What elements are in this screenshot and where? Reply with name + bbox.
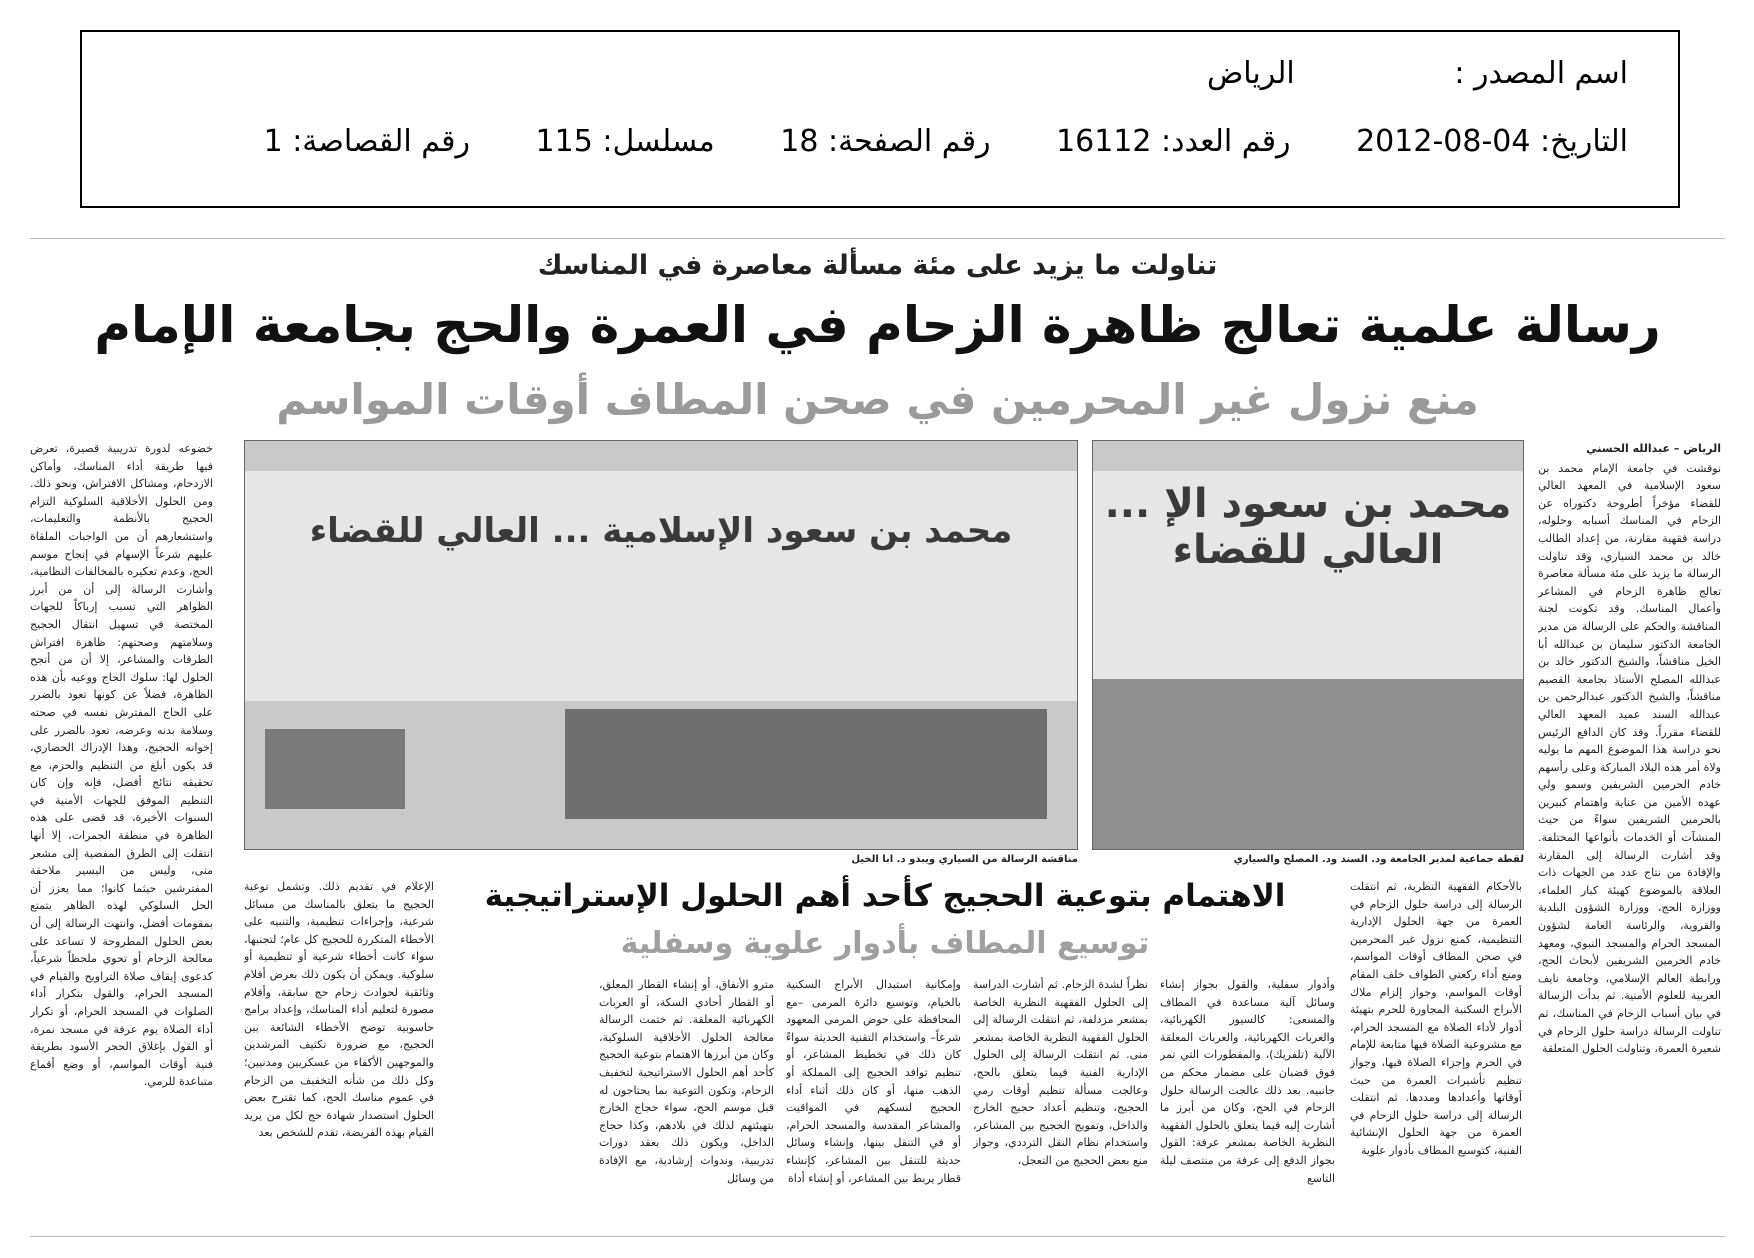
- lower-column-6: [244, 878, 434, 1230]
- photo-discussion-hall: [244, 440, 1078, 850]
- lower-column-5-text: مترو الأنفاق، أو إنشاء القطار المعلق، أو القطار أحادي السكة، أو العربات الكهربائية المعلقة. ثم ختمت الرسالة معالجة الحلول الأخلاقية السلوكية، وكان من أبرزها الاهتمام بتوعية الحجيج كأحد أهم الحلول الاستراتيجية لتخفيف الزحام، وتكون التوعية بما يحتاجون له قبل موسم الحج، سواء حجاج الخارج بتهيئتهم لذلك في بلادهم، وكذا حجاج الداخل، ويكون ذلك بعقد دورات تدريبية، وندوات إرشادية، مع الإفادة من وسائل: [599, 978, 774, 1185]
- source-value: الرياض: [1206, 56, 1295, 91]
- photo2-podium: [565, 709, 1047, 819]
- lower-column-1: [1350, 878, 1522, 1230]
- article-kicker: تناولت ما يزيد على مئة مسألة معاصرة في المناسك: [537, 250, 1218, 281]
- lower-column-5: [599, 976, 774, 1230]
- bottom-rule: [30, 1236, 1725, 1237]
- photo2-banner-text: محمد بن سعود الإسلامية ... العالي للقضاء: [309, 511, 1013, 551]
- clipping-metadata-box: [80, 30, 1680, 208]
- newspaper-clipping: [30, 238, 1725, 1238]
- lower-column-3-text: نظراً لشدة الزحام. ثم أشارت الدراسة إلى الحلول الفقهية النظرية الخاصة بمشعر مزدلفة، ثم انتقلت الرسالة إلى الحلول الفقهية النظرية الخاصة بمشعر منى. ثم انتقلت الرسالة إلى الحلول الإدارية الفنية فيما يتعلق بالحج، وعالجت مسألة تنظيم أوقات رمي الحجيج، وتنظيم أعداد حجيج الخارج والداخل، وتفويج الحجيج بين المشاعر، واستخدام نظام النقل الترددي، وجواز منع بعض الحجيج من التعجل،: [973, 978, 1148, 1167]
- column-left: [30, 440, 213, 1230]
- clip-field: رقم القصاصة: 1: [263, 124, 470, 159]
- serial-field: مسلسل: 115: [535, 124, 715, 159]
- lower-column-2: [1160, 976, 1335, 1230]
- date-field: التاريخ: 04-08-2012: [1356, 124, 1628, 159]
- top-rule: [30, 238, 1725, 239]
- column-left-text: خضوعه لدورة تدريبية قصيرة، تعرض فيها طريقة أداء المناسك، وأماكن الازدحام، ومشاكل الافتراش، ونحو ذلك. ومن الحلول الأخلاقية السلوكية التزام الحجيج بالأنظمة والتعليمات، واستشعارهم أن من الواجبات الملقاة عليهم شرعاً الإسهام في إنجاح موسم الحج، وعدم تعكيره بالمخالفات النظامية، وأشارت الرسالة إلى أن من أبرز الظواهر التي تسبب إرباكاً للجهات المختصة في تسهيل انتقال الحجيج وسلامتهم وصحتهم: ظاهرة افتراش الطرقات والمشاعر، إلا أن من أنجح الحلول لها: سلوك الحاج ووعيه بأن هذه الظاهرة، فضلاً عن كونها تعود بالضرر على الحاج المفترش نفسه في صحته وسلامة بدنه وعرضه، تعود بالضرر على إخوانه الحجيج، وهذا الإدراك الحضاري، قد يكون أبلغ من التنظيم والحزم، مع تحقيقه نتائج أفضل، فإنه وإن كان التنظيم الموفق للجهات الأمنية في السنوات الأخيرة، قد قضى على هذه الظاهرة في منطقة الجمرات، إلا أنها انتقلت إلى الطرق المفضية إلى مشعر منى، وليس من اليسير ملاحقة المفترشين حيثما كانوا؛ مما يعزز أن الحل السلوكي لهذه الظاهر يتمتع بمقومات أفضل، وانتهت الرسالة إلى أن بعض الحلول المطروحة لا تساعد على معالجة الزحام أو تحوي ملحظاً شرعياً، كدعوى إيقاف صلاة التراويح والقيام في المسجد الحرام، والقول بتكرار أداء الصلوات في المسجد الحرام، أو تكرار أداء الصلاة يوم عرفة في مسجد نمرة، أو القول بإغلاق الحجر الأسود بطريقة فنية أوقات المواسم، أو وضع أقماع متباعدة للرمي.: [30, 442, 213, 1089]
- photo1-caption: لقطة جماعية لمدير الجامعة ود. السند ود. المصلح والسياري: [1233, 854, 1524, 865]
- article-headline: رسالة علمية تعالج ظاهرة الزحام في العمرة والحج بجامعة الإمام: [94, 296, 1661, 354]
- source-row: [1207, 56, 1628, 91]
- photo2-desk: [265, 729, 405, 809]
- column-right-text: نوقشت في جامعة الإمام محمد بن سعود الإسلامية في المعهد العالي للقضاء مؤخراً أطروحة دكتوراه عن الزحام في المناسك أسبابه وحلوله، دراسة فقهية مقارنة، من إعداد الطالب خالد بن محمد السياري، وقد تناولت الرسالة ما يزيد على مئة مسألة معاصرة تعالج ظاهرة الزحام في المشاعر وأعمال المناسك. وقد تكونت لجنة المناقشة والحكم على الرسالة من مدير الجامعة الدكتور سليمان بن عبدالله أبا الخيل مناقشاً، والشيخ الدكتور خالد بن عبدالله المصلح الأستاذ بجامعة القصيم مناقشاً، والشيخ الدكتور عبدالرحمن بن عبدالله السند عميد المعهد العالي للقضاء مقرراً. وقد كان الدافع الرئيس نحو دراسة هذا الموضوع المهم ما يوليه ولاة أمر هذه البلاد المباركة وعلى رأسهم خادم الحرمين الشريفين وسمو ولي عهده الأمين من عناية واهتمام كبيرين بالحرمين الشريفين سواءً من حيث المنشآت أو الخدمات بأنواعها المختلفة. وقد أشارت الرسالة إلى المقارنة والإفادة من نتاج عدد من الجهات ذات العلاقة بالموضوع كهيئة كبار العلماء، ووزارة الحج، ووزارة الشؤون البلدية والقروية، والرئاسة العامة لشؤون المسجد الحرام والمسجد النبوي، ومعهد خادم الحرمين الشريفين لأبحاث الحج، ورابطة العالم الإسلامي، وجامعة نايف العربية للعلوم الأمنية. ثم بدأت الرسالة في بيان أسباب الزحام في المناسك، ثم تناولت الرسالة دراسة حلول الزحام في شعيرة العمرة، وتناولت الحلول المتعلقة: [1538, 461, 1721, 1056]
- page-field: رقم الصفحة: 18: [780, 124, 991, 159]
- lower-column-4: [786, 976, 961, 1230]
- column-right: [1538, 440, 1721, 1230]
- details-row: [264, 124, 1628, 159]
- photo1-banner-text: محمد بن سعود الإ ... العالي للقضاء: [1104, 481, 1512, 573]
- issue-field: رقم العدد: 16112: [1056, 124, 1291, 159]
- byline: الرياض – عبدالله الحسني: [1586, 442, 1721, 455]
- mid-subhead: توسيع المطاف بأدوار علوية وسفلية: [620, 926, 1150, 961]
- photo2-caption: مناقشة الرسالة من السياري ويبدو د. ابا الخيل: [851, 854, 1078, 865]
- article-subhead: منع نزول غير المحرمين في صحن المطاف أوقات المواسم: [276, 375, 1479, 424]
- photo1-people: [1093, 679, 1523, 849]
- mid-headline: الاهتمام بتوعية الحجيج كأحد أهم الحلول الإستراتيجية: [484, 878, 1286, 914]
- lower-column-4-text: وإمكانية استبدال الأبراج السكنية بالخيام، وتوسيع دائرة المرمى –مع المحافظة على حوض المرمى المعهود شرعاً– واستخدام التقنية الحديثة سواءً كان ذلك في تخطيط المشاعر، أو تنظيم توافد الحجيج إلى المملكة أو الذهب منها، أو كان ذلك أثناء أداء الحجيج لنسكهم في المواقيت والمشاعر المقدسة والمسجد الحرام، أو في التنقل بينها، وإنشاء وسائل حديثة للتنقل بين المشاعر، كإنشاء قطار يربط بين المشاعر، أو إنشاء أداة: [786, 978, 961, 1185]
- source-label: اسم المصدر :: [1454, 56, 1628, 91]
- lower-column-3: [973, 976, 1148, 1230]
- photo-group-shot: [1092, 440, 1524, 850]
- lower-column-6-text: الإعلام في تقديم ذلك. وتشمل توعية الحجيج ما يتعلق بالمناسك من مسائل شرعية، وإجراءات تنظيمية، والتنبيه على الأخطاء المتكررة للحجيج كل عام؛ لتجنبها، سواء كانت أخطاء شرعية أو تنظيمية أو سلوكية. ويمكن أن يكون ذلك بعرض أفلام وثائقية لحوادث زحام حج سابقة، وأفلام مصورة لتعليم أداء المناسك، وإعداد برامج حاسوبية توضح الأخطاء الشائعة بين الحجيج، مع ضرورة تكثيف المرشدين والموجهين الأكفاء من عسكريين ومدنيين؛ وكل ذلك من شأنه التخفيف من الزحام في عموم مناسك الحج، كما تقترح بعض الحلول استصدار شهادة حج لكل من يريد القيام بهذه الفريضة، تقدم للشخص بعد: [244, 880, 434, 1140]
- lower-column-1-text: بالأحكام الفقهية النظرية، ثم انتقلت الرسالة إلى دراسة حلول الزحام في العمرة من جهة الحلول الإدارية التنظيمية، كمنع نزول غير المحرمين في صحن المطاف أوقات المواسم، ومنع أداء ركعتي الطواف خلف المقام أوقات المواسم، وجواز إلزام ملاك الأبراج السكنية المجاورة للحرم بتهيئة أدوار لأداء الصلاة مع المسجد الحرام، مع مشروعية الصلاة فيها متابعة للإمام في الحرم وإجزاء الصلاة فيها، وجواز تنظيم تأشيرات العمرة من حيث أوقاتها وأعدادها ومددها. ثم انتقلت الرسالة إلى دراسة حلول الزحام في العمرة من جهة الحلول الإنشائية الفنية، كتوسيع المطاف بأدوار علوية: [1350, 880, 1522, 1157]
- lower-column-2-text: وأدوار سفلية، والقول بجواز إنشاء وسائل آلية مساعدة في المطاف والمسعى: كالسيور الكهربائية، والعربات الكهربائية، والعربات المعلقة الآلية (تلفريك)، والمقطورات التي تمر فوق قضبان على مضمار محكم من جانبيه. بعد ذلك عالجت الرسالة حلول الزحام في الحج، وكان من أبرز ما أشارت إليه فيما يتعلق بالحلول الفقهية النظرية الخاصة بمشعر عرفة: القول بجواز الدفع إلى عرفة من منتصف ليلة التاسع: [1160, 978, 1335, 1185]
